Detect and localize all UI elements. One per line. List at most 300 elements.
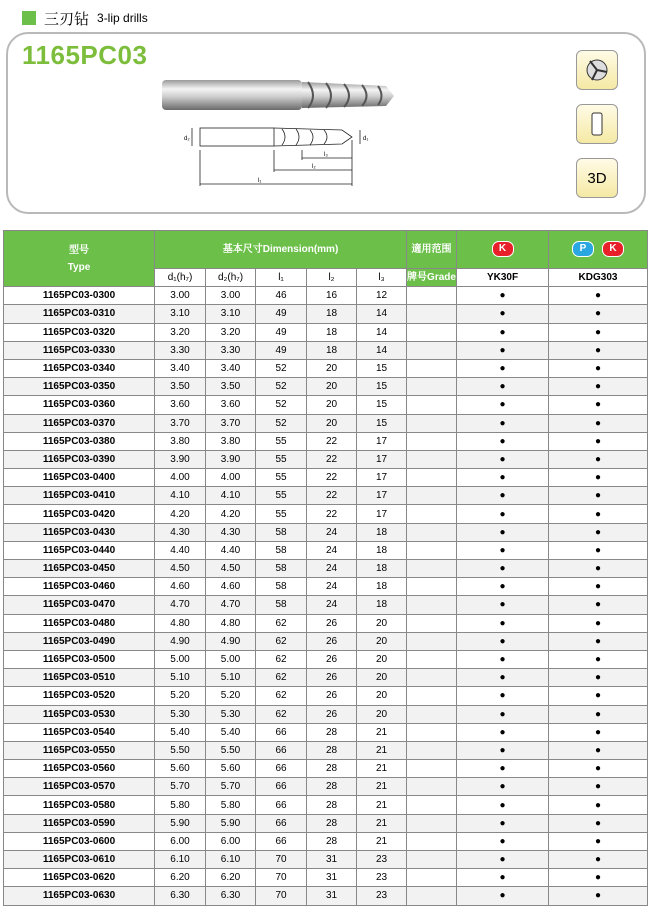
l2-cell: 20 [307, 378, 357, 396]
grade2-dot: ● [549, 341, 648, 359]
l3-cell: 20 [357, 650, 407, 668]
d2-cell: 4.60 [206, 578, 256, 596]
l1-cell: 62 [256, 614, 307, 632]
range-cell [407, 432, 457, 450]
type-cell: 1165PC03-0340 [4, 359, 155, 377]
header-dimension: 基本尺寸Dimension(mm) [155, 231, 407, 269]
table-row [4, 760, 648, 778]
l3-cell: 18 [357, 523, 407, 541]
grade2-dot: ● [549, 796, 648, 814]
grade1-dot: ● [457, 614, 549, 632]
range-cell [407, 505, 457, 523]
type-cell: 1165PC03-0600 [4, 832, 155, 850]
type-cell: 1165PC03-0620 [4, 869, 155, 887]
d2-cell: 4.50 [206, 560, 256, 578]
d2-cell: 5.90 [206, 814, 256, 832]
d2-cell: 3.90 [206, 450, 256, 468]
type-cell: 1165PC03-0510 [4, 669, 155, 687]
l3-cell: 15 [357, 359, 407, 377]
d1-cell: 5.30 [155, 705, 206, 723]
table-row [4, 414, 648, 432]
straight-shank-icon [576, 104, 618, 144]
grade1-dot: ● [457, 814, 549, 832]
table-row [4, 560, 648, 578]
d1-cell: 4.90 [155, 632, 206, 650]
range-cell [407, 814, 457, 832]
section-header [22, 8, 148, 28]
grade-badge-p: P [572, 241, 594, 257]
l2-cell: 22 [307, 450, 357, 468]
type-cell: 1165PC03-0420 [4, 505, 155, 523]
range-cell [407, 487, 457, 505]
l2-cell: 20 [307, 359, 357, 377]
l1-cell: 52 [256, 378, 307, 396]
d2-cell: 4.40 [206, 541, 256, 559]
l1-cell: 49 [256, 341, 307, 359]
l2-cell: 26 [307, 687, 357, 705]
table-row [4, 705, 648, 723]
grade2-dot: ● [549, 541, 648, 559]
l3-cell: 17 [357, 469, 407, 487]
table-row [4, 741, 648, 759]
l1-cell: 55 [256, 505, 307, 523]
l2-cell: 24 [307, 523, 357, 541]
grade2-dot: ● [549, 687, 648, 705]
l3-cell: 20 [357, 687, 407, 705]
l2-cell: 28 [307, 796, 357, 814]
table-row [4, 523, 648, 541]
col-l2: l₂ [307, 269, 357, 287]
d2-cell: 5.60 [206, 760, 256, 778]
drill-dimension-diagram [174, 120, 394, 196]
d1-cell: 4.00 [155, 469, 206, 487]
l1-cell: 52 [256, 359, 307, 377]
l1-cell: 62 [256, 650, 307, 668]
table-row [4, 359, 648, 377]
d2-cell: 3.60 [206, 396, 256, 414]
grade1-dot: ● [457, 687, 549, 705]
spec-table [3, 230, 648, 906]
d1-cell: 3.50 [155, 378, 206, 396]
d2-cell: 5.10 [206, 669, 256, 687]
range-cell [407, 778, 457, 796]
grade1-dot: ● [457, 760, 549, 778]
table-row [4, 723, 648, 741]
d2-cell: 3.10 [206, 305, 256, 323]
l2-cell: 26 [307, 632, 357, 650]
d1-cell: 5.20 [155, 687, 206, 705]
d2-cell: 5.00 [206, 650, 256, 668]
l1-cell: 58 [256, 541, 307, 559]
range-cell [407, 578, 457, 596]
l1-cell: 66 [256, 832, 307, 850]
l1-cell: 66 [256, 741, 307, 759]
l3-cell: 17 [357, 505, 407, 523]
l2-cell: 31 [307, 887, 357, 905]
l2-cell: 31 [307, 869, 357, 887]
d2-cell: 3.70 [206, 414, 256, 432]
l3-cell: 20 [357, 705, 407, 723]
l1-cell: 58 [256, 523, 307, 541]
table-row [4, 487, 648, 505]
l2-cell: 16 [307, 287, 357, 305]
d1-cell: 3.00 [155, 287, 206, 305]
l1-cell: 62 [256, 632, 307, 650]
d1-cell: 3.30 [155, 341, 206, 359]
l3-cell: 17 [357, 432, 407, 450]
l2-cell: 28 [307, 814, 357, 832]
grade1-dot: ● [457, 578, 549, 596]
l1-cell: 62 [256, 705, 307, 723]
d1-cell: 4.40 [155, 541, 206, 559]
d1-cell: 5.00 [155, 650, 206, 668]
l2-cell: 18 [307, 323, 357, 341]
header-type-en: Type [67, 261, 91, 273]
d1-cell: 4.10 [155, 487, 206, 505]
grade1-dot: ● [457, 323, 549, 341]
grade2-dot: ● [549, 723, 648, 741]
d1-cell: 3.80 [155, 432, 206, 450]
l1-cell: 66 [256, 814, 307, 832]
grade2-dot: ● [549, 305, 648, 323]
l3-cell: 23 [357, 887, 407, 905]
grade2-dot: ● [549, 396, 648, 414]
grade1-dot: ● [457, 723, 549, 741]
grade2-dot: ● [549, 505, 648, 523]
d2-cell: 4.90 [206, 632, 256, 650]
d2-cell: 6.20 [206, 869, 256, 887]
range-cell [407, 614, 457, 632]
l2-cell: 24 [307, 541, 357, 559]
l3-cell: 20 [357, 669, 407, 687]
range-cell [407, 287, 457, 305]
l1-cell: 70 [256, 851, 307, 869]
table-row [4, 778, 648, 796]
type-cell: 1165PC03-0390 [4, 450, 155, 468]
grade1-dot: ● [457, 432, 549, 450]
range-cell [407, 378, 457, 396]
d2-cell: 6.10 [206, 851, 256, 869]
l2-cell: 28 [307, 778, 357, 796]
table-row [4, 796, 648, 814]
grade2-dot: ● [549, 414, 648, 432]
l3-cell: 21 [357, 832, 407, 850]
l2-cell: 22 [307, 487, 357, 505]
d1-cell: 4.50 [155, 560, 206, 578]
d1-cell: 4.80 [155, 614, 206, 632]
type-cell: 1165PC03-0380 [4, 432, 155, 450]
l1-cell: 66 [256, 760, 307, 778]
table-row [4, 614, 648, 632]
d2-cell: 3.50 [206, 378, 256, 396]
col-d1: d₁(h₇) [155, 269, 206, 287]
type-cell: 1165PC03-0540 [4, 723, 155, 741]
grade2-dot: ● [549, 632, 648, 650]
l1-cell: 58 [256, 560, 307, 578]
l3-cell: 14 [357, 323, 407, 341]
green-square-icon [22, 11, 36, 25]
type-cell: 1165PC03-0470 [4, 596, 155, 614]
l3-cell: 12 [357, 287, 407, 305]
table-row [4, 687, 648, 705]
d1-cell: 6.30 [155, 887, 206, 905]
table-row [4, 469, 648, 487]
grade1-dot: ● [457, 741, 549, 759]
d1-cell: 5.50 [155, 741, 206, 759]
range-cell [407, 305, 457, 323]
l1-cell: 55 [256, 450, 307, 468]
l2-cell: 28 [307, 832, 357, 850]
grade2-dot: ● [549, 287, 648, 305]
l1-cell: 52 [256, 414, 307, 432]
l3-cell: 14 [357, 341, 407, 359]
table-row [4, 432, 648, 450]
grade2-dot: ● [549, 323, 648, 341]
type-cell: 1165PC03-0500 [4, 650, 155, 668]
table-row [4, 378, 648, 396]
grade1-dot: ● [457, 632, 549, 650]
range-cell [407, 832, 457, 850]
d1-cell: 5.10 [155, 669, 206, 687]
l1-cell: 49 [256, 305, 307, 323]
grade1-dot: ● [457, 596, 549, 614]
l2-cell: 22 [307, 432, 357, 450]
d2-cell: 5.30 [206, 705, 256, 723]
grade2-dot: ● [549, 851, 648, 869]
type-cell: 1165PC03-0410 [4, 487, 155, 505]
l2-cell: 18 [307, 341, 357, 359]
l1-cell: 70 [256, 869, 307, 887]
grade1-name: YK30F [457, 269, 549, 287]
l1-cell: 55 [256, 432, 307, 450]
l3-cell: 18 [357, 578, 407, 596]
header-type-cn: 型号 [69, 244, 89, 256]
range-cell [407, 723, 457, 741]
type-cell: 1165PC03-0460 [4, 578, 155, 596]
range-cell [407, 741, 457, 759]
grade1-dot: ● [457, 414, 549, 432]
l1-cell: 52 [256, 396, 307, 414]
l3-cell: 20 [357, 614, 407, 632]
range-cell [407, 469, 457, 487]
type-cell: 1165PC03-0450 [4, 560, 155, 578]
l3-cell: 20 [357, 632, 407, 650]
d2-cell: 5.80 [206, 796, 256, 814]
grade1-dot: ● [457, 469, 549, 487]
l3-cell: 15 [357, 396, 407, 414]
range-cell [407, 851, 457, 869]
l3-cell: 18 [357, 596, 407, 614]
grade2-dot: ● [549, 578, 648, 596]
d1-cell: 3.60 [155, 396, 206, 414]
table-row [4, 578, 648, 596]
grade2-dot: ● [549, 869, 648, 887]
d2-cell: 5.50 [206, 741, 256, 759]
3d-model-icon[interactable]: 3D [576, 158, 618, 198]
table-row [4, 505, 648, 523]
label-d2: d₂ [184, 136, 190, 142]
range-cell [407, 414, 457, 432]
range-cell [407, 687, 457, 705]
l3-cell: 17 [357, 450, 407, 468]
table-row [4, 341, 648, 359]
type-cell: 1165PC03-0300 [4, 287, 155, 305]
type-cell: 1165PC03-0590 [4, 814, 155, 832]
col-l1: l₁ [256, 269, 307, 287]
grade2-dot: ● [549, 669, 648, 687]
grade1-dot: ● [457, 359, 549, 377]
range-cell [407, 669, 457, 687]
grade2-name: KDG303 [549, 269, 648, 287]
l3-cell: 21 [357, 723, 407, 741]
grade2-dot: ● [549, 887, 648, 905]
l2-cell: 24 [307, 578, 357, 596]
table-row [4, 650, 648, 668]
d2-cell: 4.80 [206, 614, 256, 632]
l3-cell: 21 [357, 778, 407, 796]
grade1-dot: ● [457, 378, 549, 396]
range-cell [407, 760, 457, 778]
d2-cell: 3.20 [206, 323, 256, 341]
l1-cell: 55 [256, 487, 307, 505]
grade1-dot: ● [457, 796, 549, 814]
range-cell [407, 632, 457, 650]
range-cell [407, 887, 457, 905]
grade2-dot: ● [549, 614, 648, 632]
grade2-dot: ● [549, 596, 648, 614]
type-cell: 1165PC03-0580 [4, 796, 155, 814]
range-cell [407, 869, 457, 887]
label-d1: d₁ [363, 136, 369, 142]
grade2-dot: ● [549, 741, 648, 759]
header-grade2-badges [549, 231, 648, 269]
type-cell: 1165PC03-0520 [4, 687, 155, 705]
l3-cell: 23 [357, 869, 407, 887]
l2-cell: 31 [307, 851, 357, 869]
header-range: 適用范围 [407, 231, 457, 269]
grade2-dot: ● [549, 523, 648, 541]
table-row [4, 287, 648, 305]
section-title-en: 3-lip drills [97, 11, 148, 25]
range-cell [407, 541, 457, 559]
d1-cell: 6.00 [155, 832, 206, 850]
d2-cell: 5.40 [206, 723, 256, 741]
range-cell [407, 359, 457, 377]
grade1-dot: ● [457, 869, 549, 887]
l3-cell: 15 [357, 378, 407, 396]
type-cell: 1165PC03-0490 [4, 632, 155, 650]
l3-cell: 18 [357, 560, 407, 578]
type-cell: 1165PC03-0570 [4, 778, 155, 796]
grade2-dot: ● [549, 778, 648, 796]
l2-cell: 28 [307, 741, 357, 759]
l2-cell: 28 [307, 760, 357, 778]
grade2-dot: ● [549, 560, 648, 578]
l2-cell: 20 [307, 396, 357, 414]
grade2-dot: ● [549, 487, 648, 505]
grade1-dot: ● [457, 669, 549, 687]
d1-cell: 4.30 [155, 523, 206, 541]
grade2-dot: ● [549, 450, 648, 468]
grade1-dot: ● [457, 505, 549, 523]
grade1-dot: ● [457, 887, 549, 905]
table-row [4, 869, 648, 887]
l2-cell: 24 [307, 596, 357, 614]
header-grade-label: 牌号Grade [407, 269, 457, 287]
table-row [4, 541, 648, 559]
l2-cell: 28 [307, 723, 357, 741]
l3-cell: 21 [357, 814, 407, 832]
grade-badge-k: K [492, 241, 514, 257]
header-grade1-badges [457, 231, 549, 269]
l1-cell: 70 [256, 887, 307, 905]
d1-cell: 3.70 [155, 414, 206, 432]
d1-cell: 3.90 [155, 450, 206, 468]
model-code: 1165PC03 [22, 40, 148, 70]
range-cell [407, 323, 457, 341]
grade2-dot: ● [549, 705, 648, 723]
l1-cell: 66 [256, 778, 307, 796]
l3-cell: 14 [357, 305, 407, 323]
grade1-dot: ● [457, 650, 549, 668]
d1-cell: 4.60 [155, 578, 206, 596]
d1-cell: 3.20 [155, 323, 206, 341]
l2-cell: 24 [307, 560, 357, 578]
d1-cell: 5.90 [155, 814, 206, 832]
header-type [4, 231, 155, 287]
grade1-dot: ● [457, 560, 549, 578]
table-row [4, 396, 648, 414]
d2-cell: 4.00 [206, 469, 256, 487]
d1-cell: 5.60 [155, 760, 206, 778]
d1-cell: 6.20 [155, 869, 206, 887]
l2-cell: 22 [307, 505, 357, 523]
grade-badge-k: K [602, 241, 624, 257]
grade2-dot: ● [549, 359, 648, 377]
l2-cell: 18 [307, 305, 357, 323]
d2-cell: 3.30 [206, 341, 256, 359]
grade1-dot: ● [457, 778, 549, 796]
l2-cell: 26 [307, 669, 357, 687]
l3-cell: 17 [357, 487, 407, 505]
type-cell: 1165PC03-0440 [4, 541, 155, 559]
grade2-dot: ● [549, 832, 648, 850]
table-row [4, 669, 648, 687]
type-cell: 1165PC03-0630 [4, 887, 155, 905]
d2-cell: 5.70 [206, 778, 256, 796]
d1-cell: 3.40 [155, 359, 206, 377]
d1-cell: 5.40 [155, 723, 206, 741]
l1-cell: 49 [256, 323, 307, 341]
range-cell [407, 705, 457, 723]
d2-cell: 3.80 [206, 432, 256, 450]
table-row [4, 632, 648, 650]
l2-cell: 20 [307, 414, 357, 432]
l3-cell: 18 [357, 541, 407, 559]
l1-cell: 62 [256, 669, 307, 687]
grade1-dot: ● [457, 541, 549, 559]
l2-cell: 26 [307, 650, 357, 668]
grade1-dot: ● [457, 305, 549, 323]
type-cell: 1165PC03-0480 [4, 614, 155, 632]
l3-cell: 21 [357, 796, 407, 814]
grade1-dot: ● [457, 851, 549, 869]
d1-cell: 4.20 [155, 505, 206, 523]
table-row [4, 323, 648, 341]
d2-cell: 5.20 [206, 687, 256, 705]
d1-cell: 3.10 [155, 305, 206, 323]
range-cell [407, 596, 457, 614]
